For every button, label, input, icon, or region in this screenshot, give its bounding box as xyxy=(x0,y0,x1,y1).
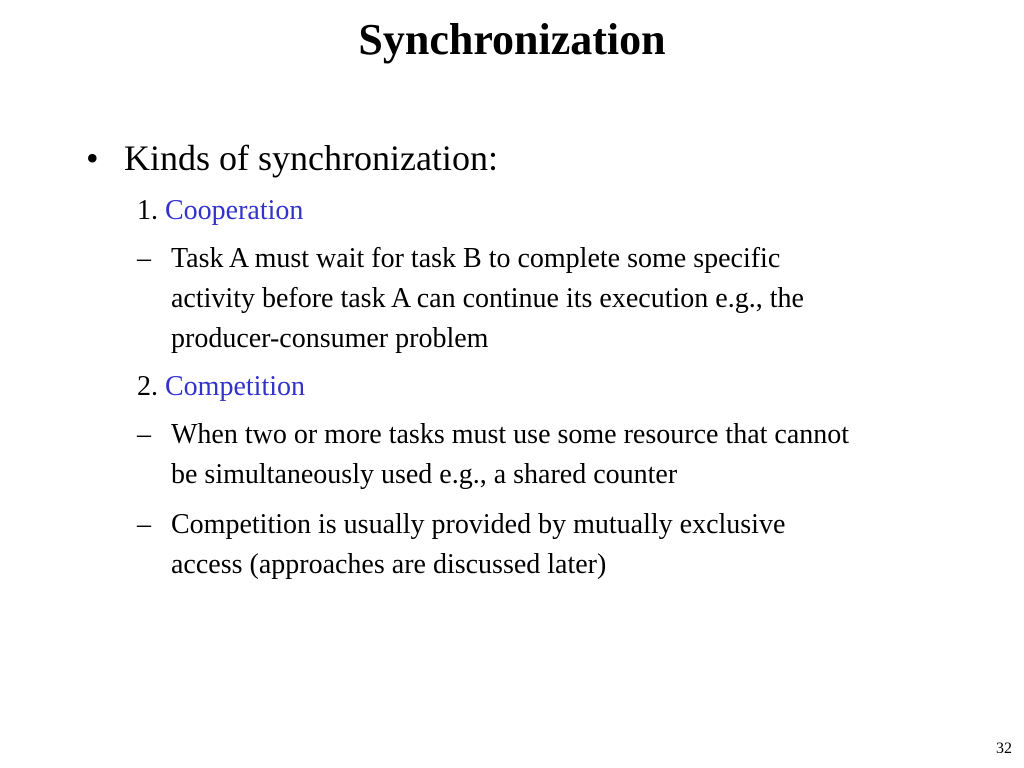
sub-bullet-cooperation xyxy=(137,239,1024,359)
numbered-item-label: Competition xyxy=(165,371,305,402)
numbered-item-number: 1. xyxy=(137,195,158,226)
slide-number: 32 xyxy=(996,740,1012,757)
dash-marker: – xyxy=(137,419,151,450)
numbered-item-number: 2. xyxy=(137,371,158,402)
sub-bullet-competition-exclusive xyxy=(137,505,1024,585)
sub-bullet-line: When two or more tasks must use some resource that cannot xyxy=(171,419,850,450)
sub-bullet-line: access (approaches are discussed later) xyxy=(171,549,607,580)
sub-bullet-line: producer-consumer problem xyxy=(171,323,489,354)
numbered-item-competition xyxy=(137,369,1024,405)
numbered-item-cooperation xyxy=(137,193,1024,229)
sub-bullet-competition-resource xyxy=(137,415,1024,495)
main-bullet-text: Kinds of synchronization: xyxy=(124,138,498,178)
dash-marker: – xyxy=(137,243,151,274)
slide-body xyxy=(0,135,1024,585)
sub-bullet-line: be simultaneously used e.g., a shared counter xyxy=(171,459,678,490)
slide-title: Synchronization xyxy=(358,15,666,64)
numbered-item-label: Cooperation xyxy=(165,195,304,226)
bullet-marker: • xyxy=(86,138,99,178)
sub-bullet-line: activity before task A can continue its execution e.g., the xyxy=(171,283,804,314)
main-bullet xyxy=(86,135,1024,181)
sub-bullet-line: Task A must wait for task B to complete some specific xyxy=(171,243,781,274)
sub-bullet-line: Competition is usually provided by mutually exclusive xyxy=(171,509,786,540)
dash-marker: – xyxy=(137,509,151,540)
